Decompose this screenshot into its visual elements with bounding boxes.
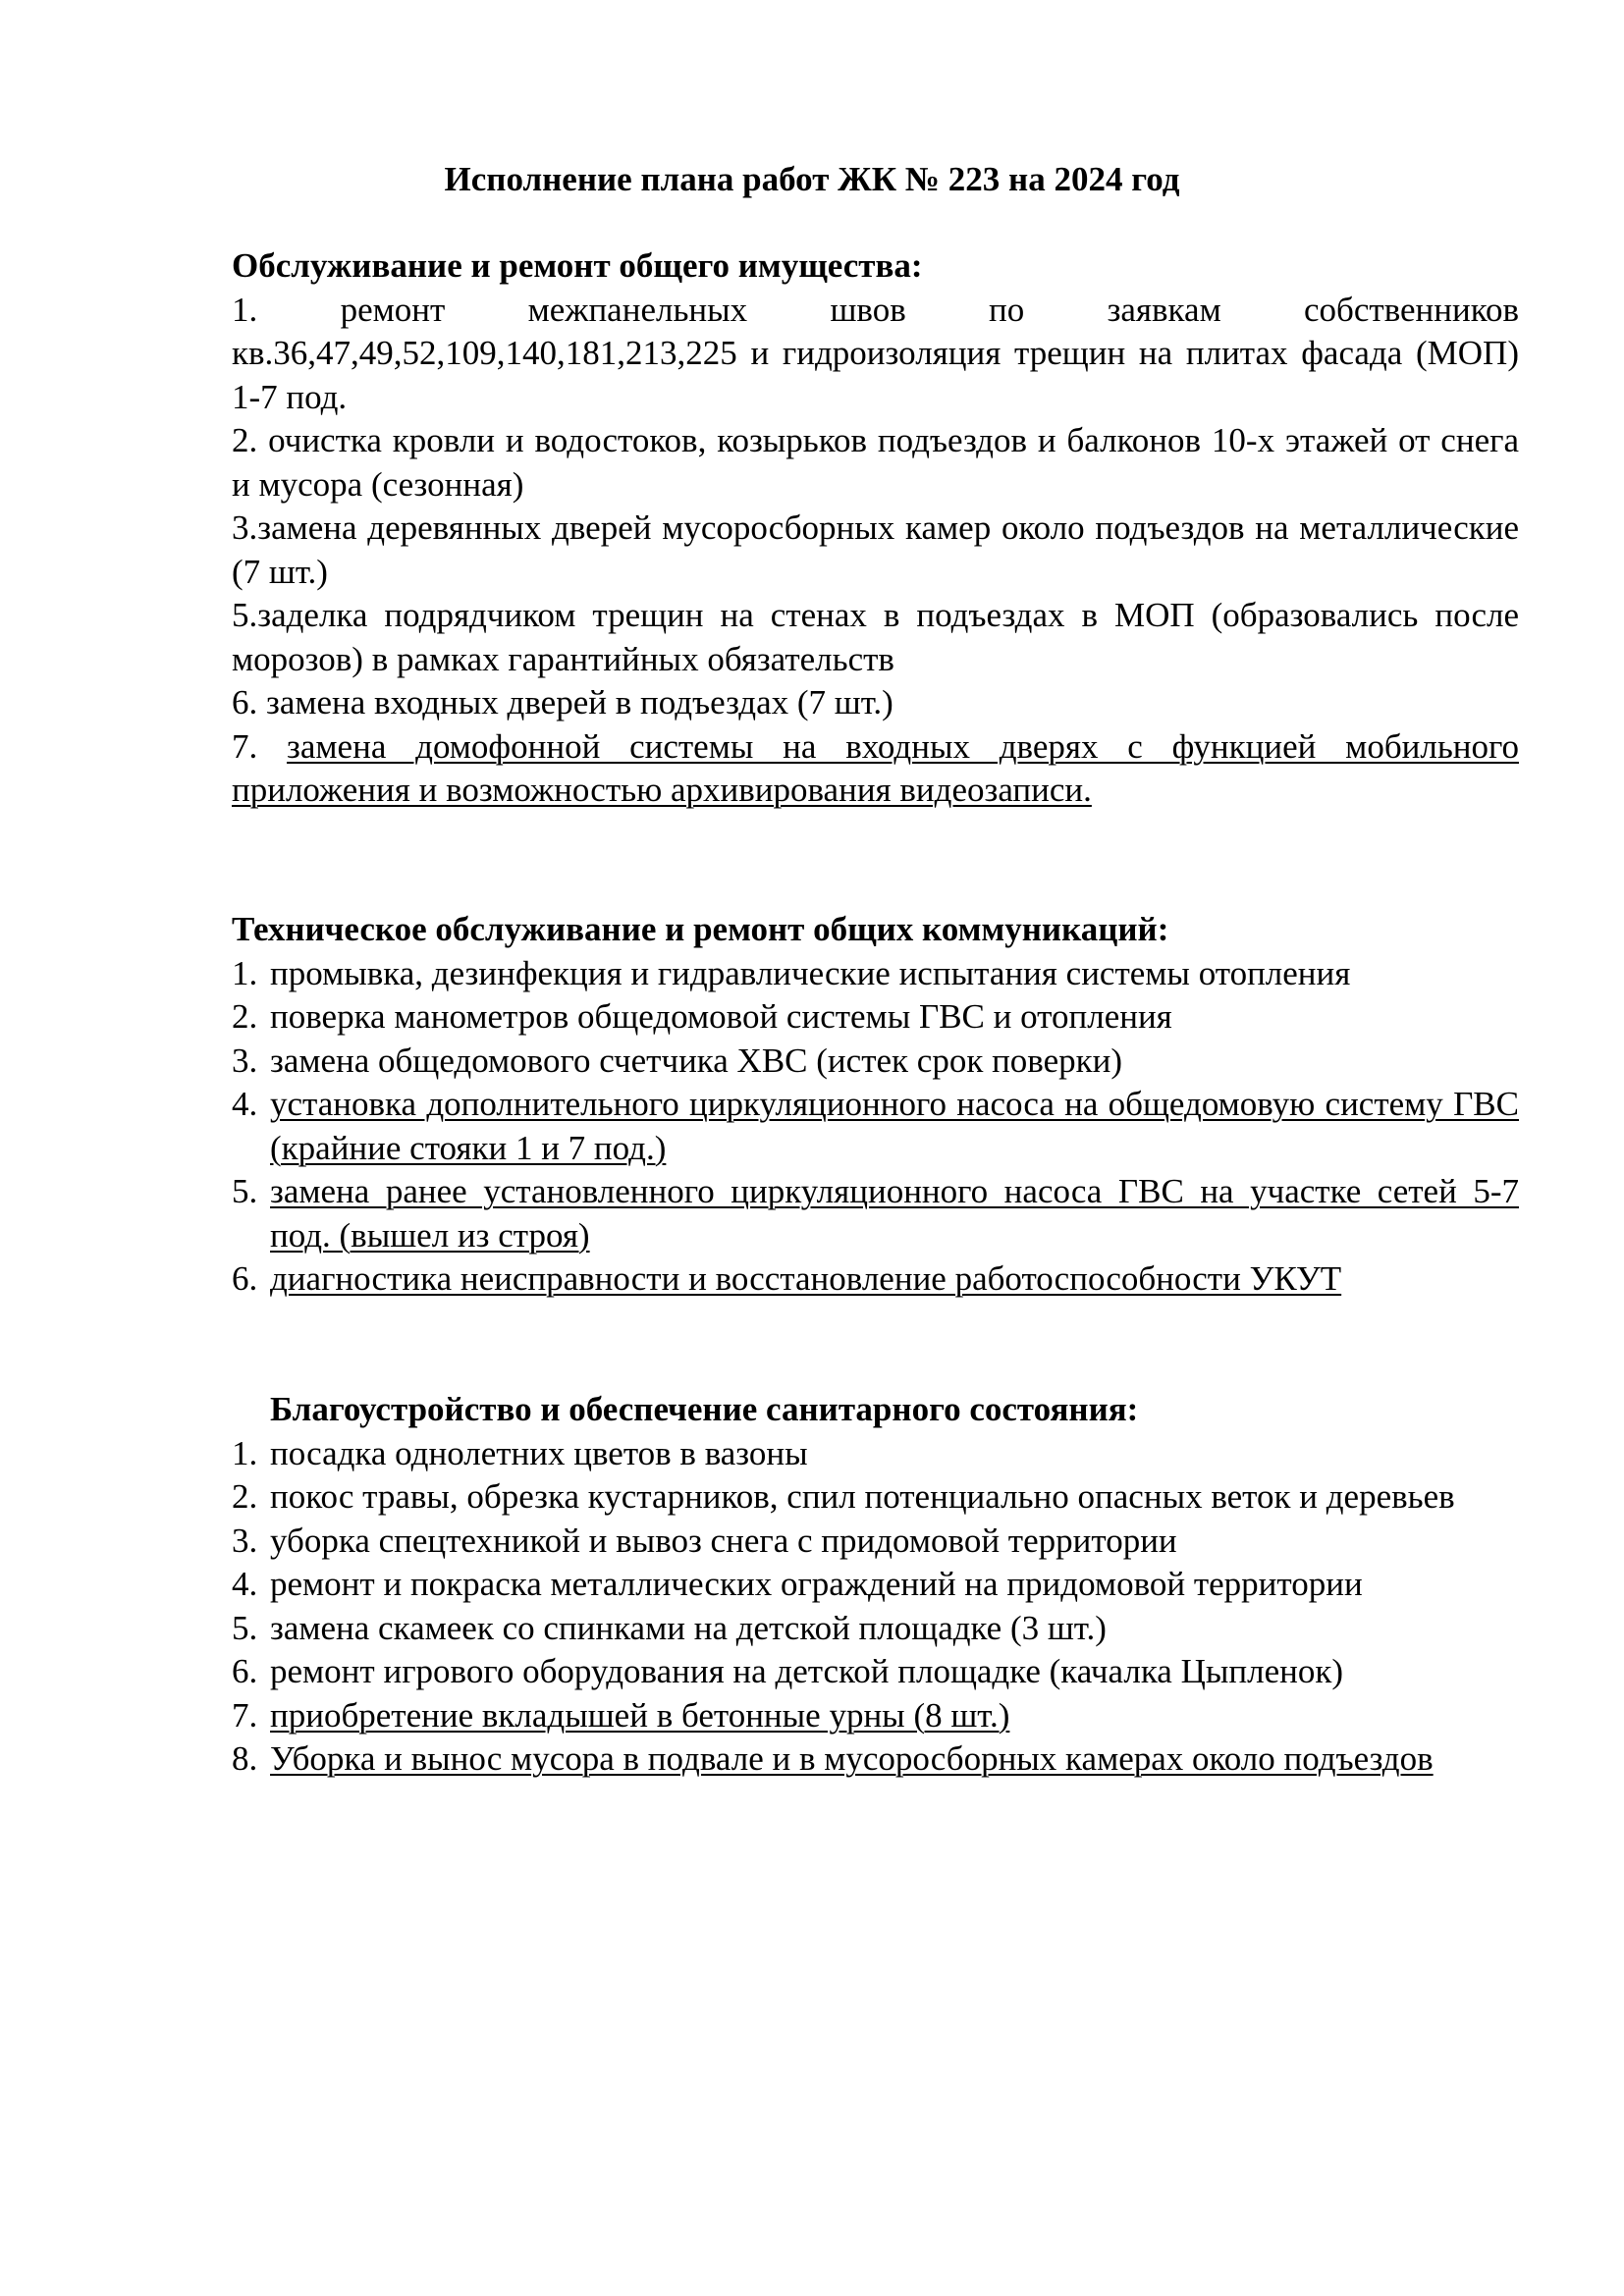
list-item: [232, 1475, 1519, 1520]
list-item-text: замена входных дверей в подъездах (7 шт.): [266, 683, 893, 721]
list-item-number: 2.: [232, 1477, 258, 1516]
list-item-number: 5.: [232, 1608, 258, 1647]
list-item-text: очистка кровли и водостоков, козырьков подъездов и балконов 10-х этажей от снега и мусора (сезонная): [232, 421, 1520, 504]
list-item-text: ремонт межпанельных швов по заявкам собственников: [340, 290, 1519, 329]
list-item: [232, 1607, 1519, 1651]
list-item: [232, 419, 1519, 507]
list-item-text: замена ранее установленного циркуляционного насоса ГВС на участке сетей 5-7 под. (вышел из строя): [270, 1172, 1519, 1255]
list-item: [232, 594, 1519, 681]
list-item-text: промывка, дезинфекция и гидравлические испытания системы отопления: [270, 953, 1351, 992]
list-item-text: установка дополнительного циркуляционного насоса на общедомовую систему ГВС (крайние стояки 1 и 7 под.): [270, 1085, 1519, 1167]
list-item-number: 2.: [232, 421, 258, 459]
list-item-number: 6.: [232, 683, 258, 721]
list-item-text: покос травы, обрезка кустарников, спил потенциально опасных веток и деревьев: [270, 1477, 1455, 1516]
list-item-number: 4.: [232, 1085, 258, 1123]
list-item-text: приобретение вкладышей в бетонные урны (8 шт.): [270, 1695, 1010, 1735]
list-item: [232, 1257, 1519, 1302]
list-item-number: 7.: [232, 726, 258, 766]
list-item-number: 5.: [232, 596, 258, 634]
list-item-text: замена общедомового счетчика ХВС (истек срок поверки): [270, 1041, 1123, 1080]
document-title: Исполнение плана работ ЖК № 223 на 2024 год: [444, 160, 1180, 198]
list-item: [232, 1432, 1519, 1476]
list-item: [232, 681, 1519, 725]
section-landscaping-sanitation: [232, 1388, 1519, 1782]
list-item-number: 4.: [232, 1565, 258, 1603]
list-item-first-line: [232, 289, 1519, 333]
list-item-text: замена скамеек со спинками на детской площадке (3 шт.): [270, 1608, 1107, 1647]
list-item: [232, 1040, 1519, 1084]
list-item-number: 5.: [232, 1172, 258, 1210]
list-item-text: диагностика неисправности и восстановление работоспособности УКУТ: [270, 1259, 1342, 1298]
list-item: [232, 1563, 1519, 1607]
list-item-number: 6.: [232, 1259, 258, 1298]
list-item-text: ремонт игрового оборудования на детской площадке (качалка Цыпленок): [270, 1652, 1343, 1690]
list-item: [232, 1083, 1519, 1170]
list-item-text-continued: кв.36,47,49,52,109,140,181,213,225 и гидроизоляция трещин на плитах фасада (МОП) 1-7 под.: [232, 334, 1519, 416]
list-item: [232, 1737, 1519, 1782]
list-item-number: 1.: [232, 1433, 258, 1472]
list-item-number: 7.: [232, 1695, 258, 1735]
list-item-number: 3.: [232, 1521, 258, 1560]
list-item: [232, 1650, 1519, 1694]
list-item-number: 1.: [232, 290, 258, 329]
section-heading: Благоустройство и обеспечение санитарного состояния:: [270, 1390, 1139, 1428]
list-item: [232, 725, 1519, 813]
list-item: [232, 289, 1519, 420]
list-item-number: 3.: [232, 508, 258, 547]
list-item-text: ремонт и покраска металлических ограждений на придомовой территории: [270, 1565, 1363, 1603]
list-item-text: Уборка и вынос мусора в подвале и в мусоросборных камерах около подъездов: [270, 1739, 1434, 1778]
list-item: [232, 507, 1519, 594]
list-item: [232, 1170, 1519, 1257]
list-item: [232, 1520, 1519, 1564]
list-item-number: 2.: [232, 997, 258, 1036]
list-item: [232, 1694, 1519, 1738]
list-item-number: 3.: [232, 1041, 258, 1080]
list-item-text: замена домофонной системы на входных дверях с функцией мобильного приложения и возможностью архивирования видеозаписи.: [232, 726, 1519, 809]
list-item-number: 8.: [232, 1739, 258, 1778]
section-communications-maintenance: [232, 908, 1519, 1302]
list-item-text: посадка однолетних цветов в вазоны: [270, 1433, 808, 1472]
list-item: [232, 995, 1519, 1040]
section-heading: Техническое обслуживание и ремонт общих коммуникаций:: [232, 910, 1169, 948]
list-item-text: заделка подрядчиком трещин на стенах в подъездах в МОП (образовались после морозов) в рамках гарантийных обязательств: [232, 596, 1519, 678]
list-item-text: замена деревянных дверей мусоросборных камер около подъездов на металлические (7 шт.): [232, 508, 1519, 591]
list-item-text: уборка спецтехникой и вывоз снега с придомовой территории: [270, 1521, 1177, 1560]
list-item: [232, 952, 1519, 996]
list-item-number: 6.: [232, 1652, 258, 1690]
section-property-maintenance: [232, 244, 1519, 813]
list-item-number: 1.: [232, 953, 258, 992]
section-heading: Обслуживание и ремонт общего имущества:: [232, 246, 923, 285]
list-item-text: поверка манометров общедомовой системы ГВС и отопления: [270, 997, 1172, 1036]
